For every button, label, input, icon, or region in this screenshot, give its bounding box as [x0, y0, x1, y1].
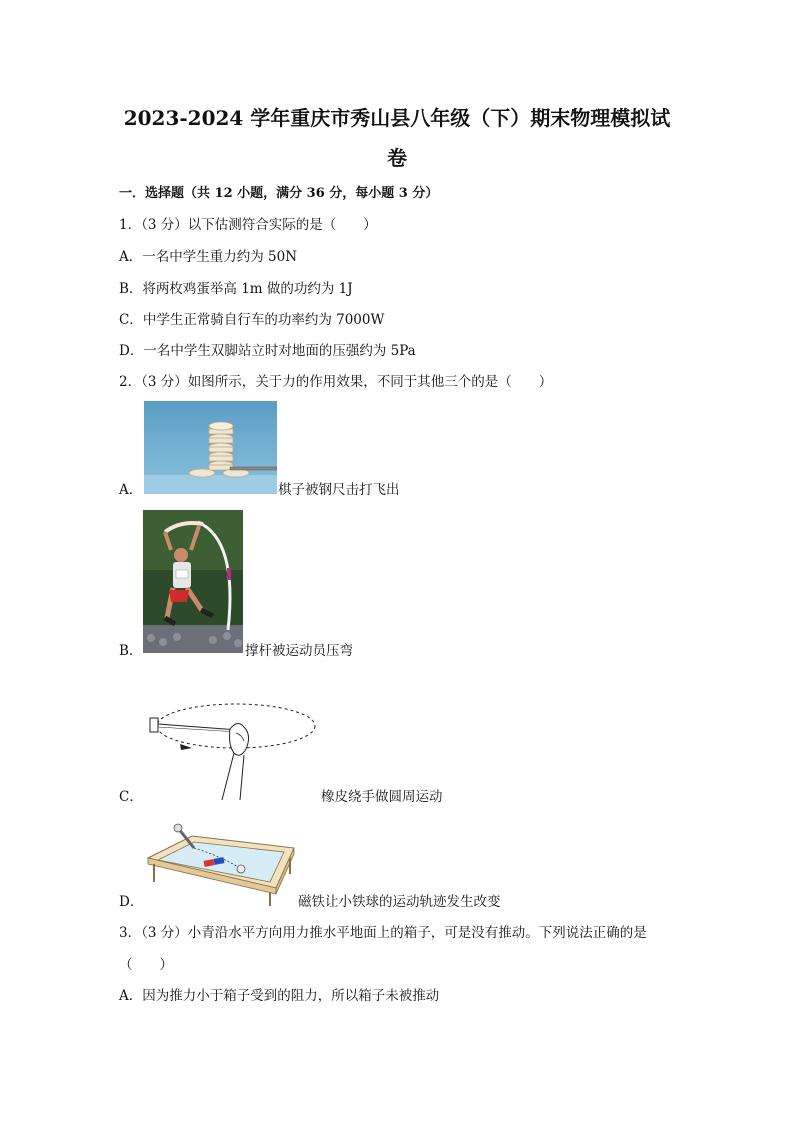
question-1-option-d: D．一名中学生双脚站立时对地面的压强约为 5Pa [119, 343, 416, 359]
question-2-option-c-caption: 橡皮绕手做圆周运动 [321, 789, 443, 805]
page-title-line-2: 卷 [387, 146, 407, 170]
question-3-stem-line-1: 3．（3 分）小青沿水平方向用力推水平地面上的箱子，可是没有推动。下列说法正确的是 [119, 925, 647, 941]
question-2-option-d-caption: 磁铁让小铁球的运动轨迹发生改变 [298, 894, 501, 910]
section-heading: 一．选择题（共 12 小题，满分 36 分，每小题 3 分） [119, 186, 439, 201]
eraser-circular-motion-image [140, 697, 320, 802]
question-2-option-a-letter: A． [119, 482, 143, 498]
question-2-option-d-letter: D． [119, 894, 144, 910]
question-2-stem: 2．（3 分）如图所示，关于力的作用效果，不同于其他三个的是（ ） [119, 374, 553, 390]
question-2-option-b-caption: 撑杆被运动员压弯 [245, 643, 353, 659]
question-1-option-a: A．一名中学生重力约为 50N [119, 249, 298, 265]
chess-pieces-image [144, 401, 277, 494]
question-2-option-a-caption: 棋子被钢尺击打飞出 [278, 482, 400, 498]
pole-vaulter-image [143, 510, 243, 653]
question-1-stem: 1．（3 分）以下估测符合实际的是（ ） [119, 217, 377, 233]
page-title-line-1: 2023-2024 学年重庆市秀山县八年级（下）期末物理模拟试 [123, 106, 671, 130]
question-2-option-b-letter: B． [119, 643, 143, 659]
question-1-option-b: B．将两枚鸡蛋举高 1m 做的功约为 1J [119, 281, 353, 297]
magnet-iron-ball-image [144, 822, 296, 907]
question-3-option-a: A．因为推力小于箱子受到的阻力，所以箱子未被推动 [119, 988, 440, 1004]
question-3-stem-line-2: （ ） [119, 957, 173, 973]
question-1-option-c: C．中学生正常骑自行车的功率约为 7000W [119, 312, 385, 328]
question-2-option-c-letter: C． [119, 789, 143, 805]
